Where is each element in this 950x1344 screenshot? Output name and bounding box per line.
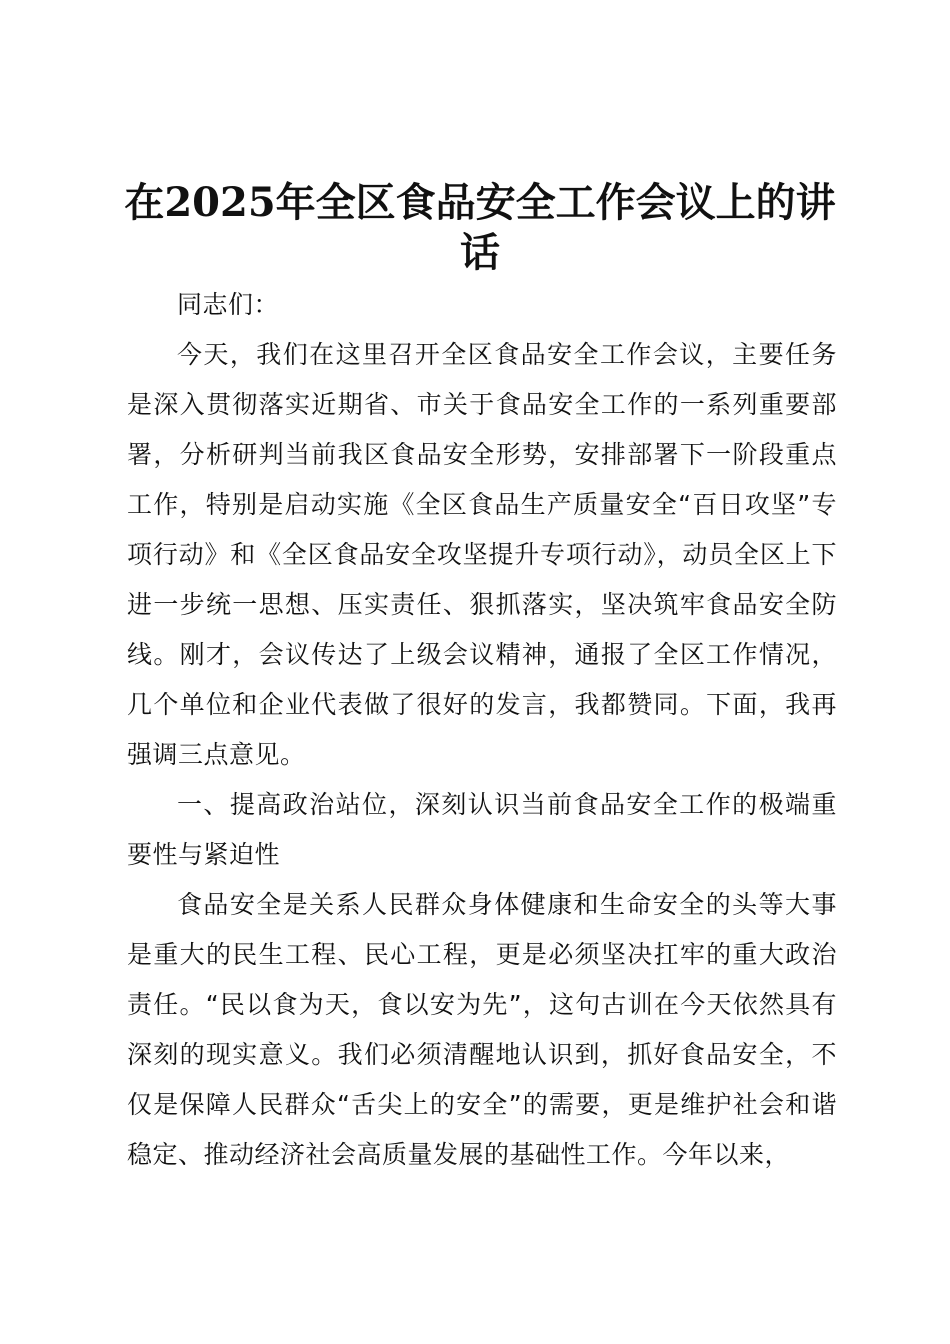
document-body (127, 280, 837, 1180)
section-heading-1: 一、提高政治站位，深刻认识当前食品安全工作的极端重要性与紧迫性 (127, 790, 837, 869)
salutation: 同志们： (177, 290, 280, 319)
paragraph-intro: 今天，我们在这里召开全区食品安全工作会议，主要任务是深入贯彻落实近期省、市关于食品安全工作的一系列重要部署，分析研判当前我区食品安全形势，安排部署下一阶段重点工作，特别是启动实施《全区食品生产质量安全“百日攻坚”专项行动》和《全区食品安全攻坚提升专项行动》，动员全区上下进一步统一思想、压实责任、狠抓落实，坚决筑牢食品安全防线。刚才，会议传达了上级会议精神，通报了全区工作情况，几个单位和企业代表做了很好的发言，我都赞同。下面，我再强调三点意见。 (127, 340, 837, 769)
document-title: 在2025年全区食品安全工作会议上的讲话 (124, 179, 836, 276)
paragraph-section-1: 食品安全是关系人民群众身体健康和生命安全的头等大事是重大的民生工程、民心工程，更是必须坚决扛牢的重大政治责任。“民以食为天，食以安为先”，这句古训在今天依然具有深刻的现实意义。我们必须清醒地认识到，抓好食品安全，不仅是保障人民群众“舌尖上的安全”的需要，更是维护社会和谐稳定、推动经济社会高质量发展的基础性工作。今年以来， (127, 890, 837, 1169)
